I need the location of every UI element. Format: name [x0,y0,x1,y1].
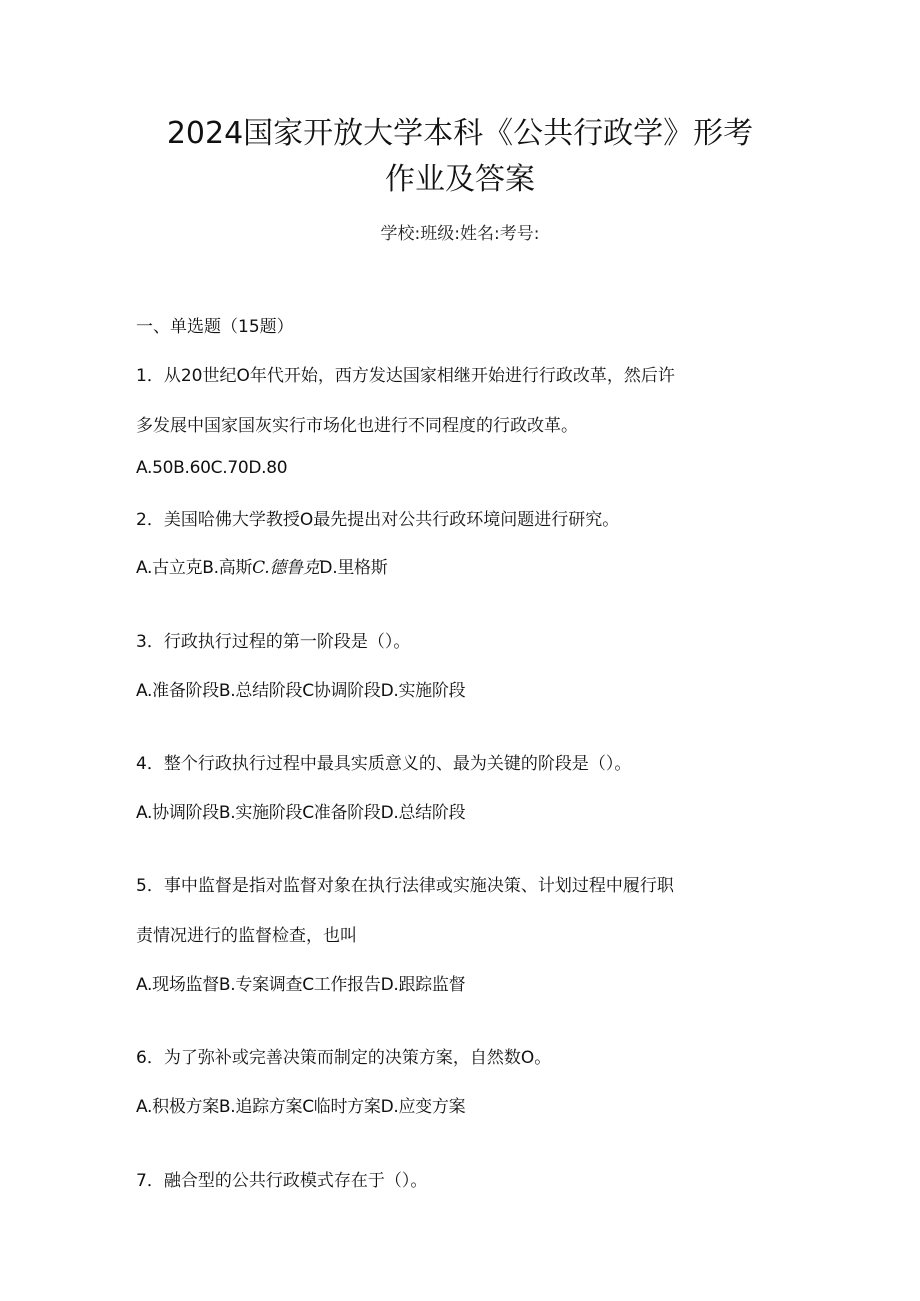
question-5-stem-line-2: 责情况进行的监督检查，也叫 [136,926,357,946]
document-title-line-1: 2024国家开放大学本科《公共行政学》形考 [166,116,754,151]
question-2-stem: 2．美国哈佛大学教授O最先提出对公共行政环境问题进行研究。 [136,510,620,530]
document-title-line-2: 作业及答案 [385,162,535,197]
question-2-option-c: C.德鲁克 [252,558,320,578]
question-1-stem-line-2: 多发展中国家国灰实行市场化也进行不同程度的行政改革。 [136,416,578,436]
question-3-stem: 3．行政执行过程的第一阶段是（）。 [136,632,411,652]
question-6-options: A.积极方案B.追踪方案C临时方案D.应变方案 [136,1097,466,1117]
question-3-options: A.准备阶段B.总结阶段C协调阶段D.实施阶段 [136,681,466,701]
question-5-stem-line-1: 5．事中监督是指对监督对象在执行法律或实施决策、计划过程中履行职 [136,876,674,896]
question-1-stem-line-1: 1．从20世纪O年代开始，西方发达国家相继开始进行行政改革，然后许 [136,366,675,386]
section-heading: 一、单选题（15题） [136,317,294,337]
student-info-line: 学校:班级:姓名:考号: [380,224,540,244]
question-2-option-d: D.里格斯 [319,558,388,578]
question-7-stem: 7．融合型的公共行政模式存在于（）。 [136,1171,428,1191]
question-2-options-ab: A.古立克B.高斯 [136,558,253,578]
question-4-options: A.协调阶段B.实施阶段C准备阶段D.总结阶段 [136,803,466,823]
question-5-options: A.现场监督B.专案调查C工作报告D.跟踪监督 [136,975,466,995]
question-1-options: A.50B.60C.70D.80 [136,458,288,478]
question-6-stem: 6．为了弥补或完善决策而制定的决策方案，自然数O。 [136,1048,552,1068]
question-4-stem: 4．整个行政执行过程中最具实质意义的、最为关键的阶段是（）。 [136,754,632,774]
question-2-options [136,555,387,581]
